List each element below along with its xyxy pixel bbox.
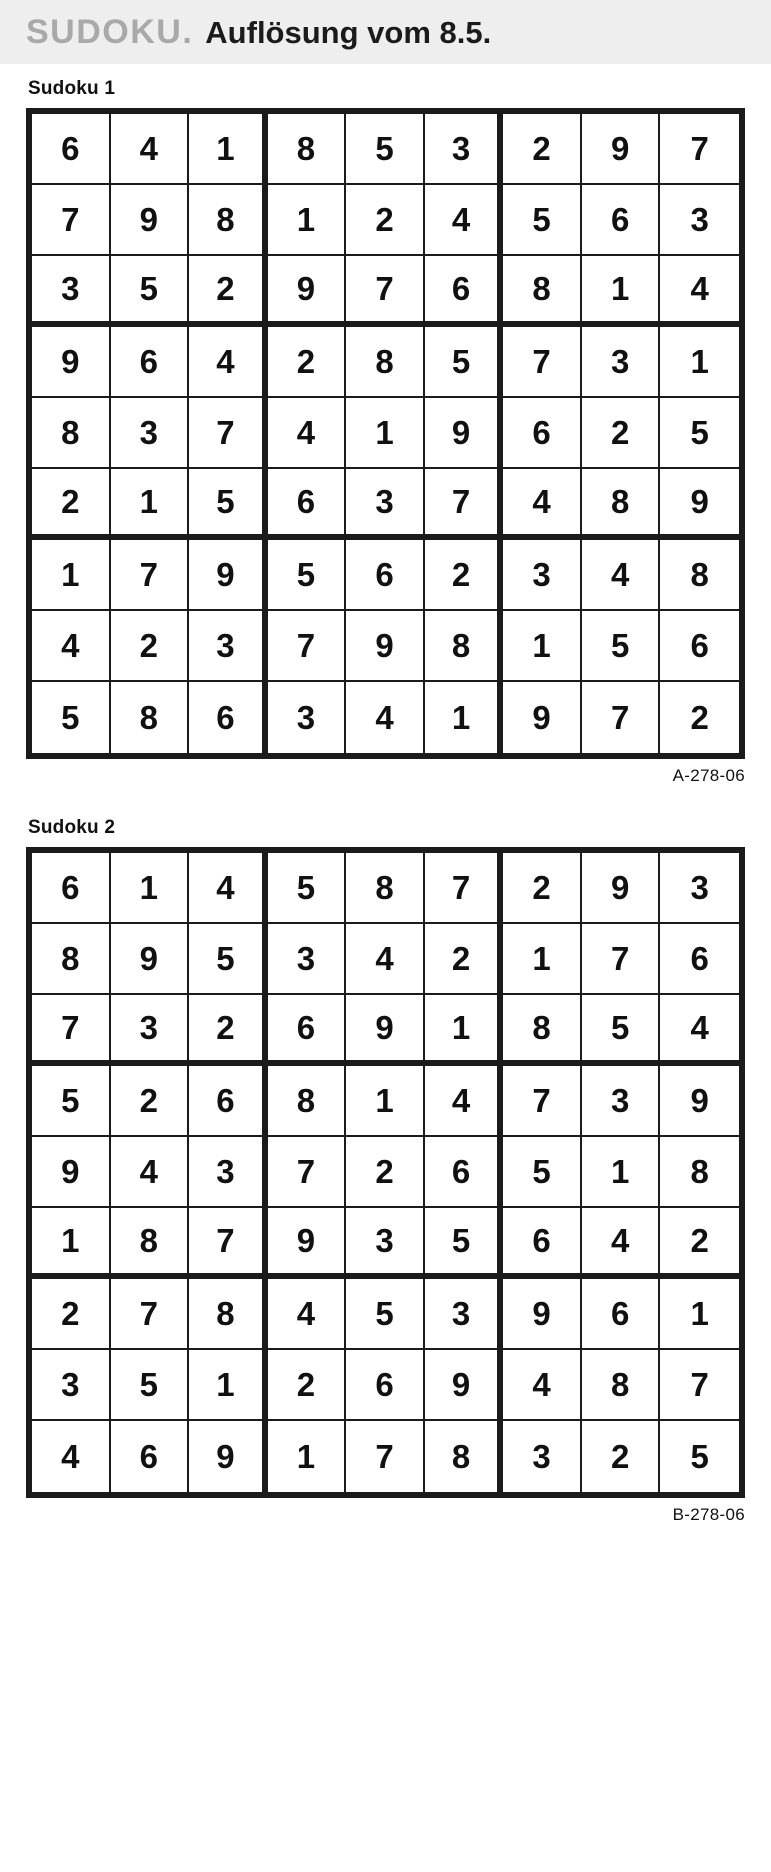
sudoku-cell: 1 [425, 995, 504, 1066]
sudoku-cell: 1 [346, 398, 425, 469]
sudoku-cell: 9 [268, 1208, 347, 1279]
sudoku-cell: 5 [346, 1279, 425, 1350]
sudoku-cell: 7 [111, 540, 190, 611]
sudoku-cell: 9 [425, 398, 504, 469]
sudoku-cell: 5 [503, 1137, 582, 1208]
sudoku-cell: 7 [582, 682, 661, 753]
sudoku-cell: 3 [582, 1066, 661, 1137]
sudoku-cell: 5 [660, 1421, 739, 1492]
sudoku-cell: 8 [111, 682, 190, 753]
sudoku-cell: 6 [189, 682, 268, 753]
sudoku-cell: 9 [503, 682, 582, 753]
sudoku-cell: 2 [503, 114, 582, 185]
sudoku-cell: 5 [32, 682, 111, 753]
puzzle-label-2: Sudoku 2 [28, 817, 116, 838]
sudoku-cell: 3 [425, 1279, 504, 1350]
sudoku-cell: 3 [660, 185, 739, 256]
sudoku-cell: 2 [111, 1066, 190, 1137]
sudoku-cell: 2 [582, 398, 661, 469]
sudoku-cell: 2 [111, 611, 190, 682]
sudoku-cell: 5 [425, 327, 504, 398]
sudoku-cell: 5 [268, 853, 347, 924]
sudoku-cell: 2 [660, 682, 739, 753]
sudoku-cell: 8 [346, 327, 425, 398]
sudoku-cell: 9 [582, 853, 661, 924]
sudoku-cell: 3 [111, 995, 190, 1066]
sudoku-cell: 2 [660, 1208, 739, 1279]
sudoku-cell: 2 [268, 327, 347, 398]
sudoku-cell: 1 [268, 185, 347, 256]
sudoku-cell: 1 [111, 469, 190, 540]
sudoku-cell: 5 [582, 611, 661, 682]
sudoku-cell: 7 [660, 1350, 739, 1421]
sudoku-cell: 3 [425, 114, 504, 185]
sudoku-cell: 3 [503, 540, 582, 611]
sudoku-cell: 3 [32, 1350, 111, 1421]
sudoku-cell: 6 [111, 327, 190, 398]
sudoku-cell: 2 [189, 256, 268, 327]
sudoku-cell: 4 [189, 327, 268, 398]
sudoku-cell: 7 [189, 1208, 268, 1279]
sudoku-cell: 8 [32, 398, 111, 469]
puzzle-block-2 [0, 817, 771, 1525]
section-divider [0, 802, 771, 803]
sudoku-cell: 7 [425, 469, 504, 540]
sudoku-cell: 6 [503, 398, 582, 469]
sudoku-cell: 7 [503, 1066, 582, 1137]
sudoku-cell: 5 [268, 540, 347, 611]
sudoku-cell: 9 [346, 611, 425, 682]
sudoku-cell: 7 [111, 1279, 190, 1350]
sudoku-cell: 3 [111, 398, 190, 469]
sudoku-cell: 2 [346, 185, 425, 256]
sudoku-cell: 6 [268, 995, 347, 1066]
sudoku-cell: 7 [189, 398, 268, 469]
sudoku-cell: 2 [582, 1421, 661, 1492]
sudoku-cell: 7 [268, 611, 347, 682]
sudoku-cell: 7 [32, 995, 111, 1066]
sudoku-cell: 1 [582, 1137, 661, 1208]
sudoku-grid-1 [26, 108, 745, 759]
sudoku-cell: 3 [268, 682, 347, 753]
sudoku-cell: 4 [111, 114, 190, 185]
sudoku-cell: 8 [425, 1421, 504, 1492]
puzzle-code-1: A-278-06 [672, 766, 745, 785]
sudoku-cell: 6 [660, 611, 739, 682]
sudoku-cell: 4 [346, 924, 425, 995]
sudoku-cell: 6 [189, 1066, 268, 1137]
sudoku-cell: 4 [660, 256, 739, 327]
sudoku-cell: 9 [111, 185, 190, 256]
sudoku-cell: 8 [111, 1208, 190, 1279]
sudoku-cell: 6 [503, 1208, 582, 1279]
sudoku-cell: 7 [32, 185, 111, 256]
sudoku-cell: 4 [189, 853, 268, 924]
sudoku-cell: 4 [660, 995, 739, 1066]
sudoku-cell: 4 [32, 1421, 111, 1492]
sudoku-cell: 7 [268, 1137, 347, 1208]
sudoku-cell: 8 [503, 256, 582, 327]
sudoku-cell: 9 [425, 1350, 504, 1421]
sudoku-cell: 6 [582, 185, 661, 256]
sudoku-cell: 2 [32, 469, 111, 540]
sudoku-cell: 2 [425, 540, 504, 611]
sudoku-cell: 4 [268, 398, 347, 469]
sudoku-cell: 6 [425, 1137, 504, 1208]
puzzle-code-2: B-278-06 [672, 1505, 745, 1524]
sudoku-cell: 2 [503, 853, 582, 924]
sudoku-cell: 6 [346, 540, 425, 611]
sudoku-cell: 9 [111, 924, 190, 995]
sudoku-cell: 8 [425, 611, 504, 682]
sudoku-cell: 1 [268, 1421, 347, 1492]
sudoku-cell: 6 [582, 1279, 661, 1350]
sudoku-cell: 4 [503, 1350, 582, 1421]
sudoku-cell: 3 [189, 611, 268, 682]
sudoku-cell: 7 [660, 114, 739, 185]
sudoku-cell: 8 [660, 1137, 739, 1208]
sudoku-cell: 5 [346, 114, 425, 185]
sudoku-cell: 8 [503, 995, 582, 1066]
sudoku-cell: 5 [503, 185, 582, 256]
sudoku-cell: 1 [32, 540, 111, 611]
sudoku-cell: 8 [189, 1279, 268, 1350]
sudoku-cell: 1 [189, 114, 268, 185]
sudoku-cell: 1 [660, 327, 739, 398]
sudoku-cell: 1 [582, 256, 661, 327]
sudoku-cell: 8 [268, 1066, 347, 1137]
sudoku-cell: 1 [189, 1350, 268, 1421]
sudoku-cell: 5 [425, 1208, 504, 1279]
sudoku-cell: 4 [582, 1208, 661, 1279]
sudoku-cell: 9 [660, 1066, 739, 1137]
sudoku-cell: 6 [346, 1350, 425, 1421]
sudoku-cell: 1 [425, 682, 504, 753]
sudoku-cell: 9 [346, 995, 425, 1066]
sudoku-cell: 1 [32, 1208, 111, 1279]
sudoku-cell: 7 [503, 327, 582, 398]
sudoku-cell: 3 [189, 1137, 268, 1208]
sudoku-cell: 3 [660, 853, 739, 924]
sudoku-cell: 3 [503, 1421, 582, 1492]
sudoku-cell: 1 [660, 1279, 739, 1350]
sudoku-cell: 8 [268, 114, 347, 185]
sudoku-cell: 6 [32, 114, 111, 185]
sudoku-cell: 1 [503, 611, 582, 682]
sudoku-cell: 8 [346, 853, 425, 924]
sudoku-cell: 4 [582, 540, 661, 611]
sudoku-cell: 9 [582, 114, 661, 185]
sudoku-cell: 8 [189, 185, 268, 256]
sudoku-cell: 4 [32, 611, 111, 682]
sudoku-cell: 1 [111, 853, 190, 924]
sudoku-cell: 3 [582, 327, 661, 398]
sudoku-cell: 5 [660, 398, 739, 469]
sudoku-grid-2 [26, 847, 745, 1498]
sudoku-cell: 3 [32, 256, 111, 327]
sudoku-cell: 4 [268, 1279, 347, 1350]
sudoku-cell: 1 [346, 1066, 425, 1137]
sudoku-cell: 5 [189, 924, 268, 995]
sudoku-cell: 2 [189, 995, 268, 1066]
sudoku-cell: 7 [582, 924, 661, 995]
sudoku-cell: 5 [189, 469, 268, 540]
sudoku-cell: 8 [32, 924, 111, 995]
sudoku-cell: 4 [425, 1066, 504, 1137]
puzzle-label-1: Sudoku 1 [28, 78, 116, 99]
sudoku-cell: 5 [111, 1350, 190, 1421]
sudoku-cell: 9 [660, 469, 739, 540]
sudoku-cell: 9 [189, 540, 268, 611]
sudoku-cell: 2 [346, 1137, 425, 1208]
sudoku-cell: 8 [582, 1350, 661, 1421]
sudoku-cell: 5 [582, 995, 661, 1066]
sudoku-cell: 8 [582, 469, 661, 540]
sudoku-cell: 4 [111, 1137, 190, 1208]
sudoku-cell: 2 [32, 1279, 111, 1350]
puzzle-block-1 [0, 78, 771, 786]
sudoku-cell: 3 [346, 1208, 425, 1279]
sudoku-cell: 9 [189, 1421, 268, 1492]
sudoku-cell: 3 [346, 469, 425, 540]
sudoku-cell: 7 [346, 256, 425, 327]
sudoku-cell: 2 [268, 1350, 347, 1421]
sudoku-cell: 6 [32, 853, 111, 924]
sudoku-cell: 9 [32, 1137, 111, 1208]
sudoku-cell: 4 [425, 185, 504, 256]
sudoku-cell: 3 [268, 924, 347, 995]
sudoku-cell: 4 [346, 682, 425, 753]
sudoku-cell: 6 [268, 469, 347, 540]
page-subtitle: Auflösung vom 8.5. [205, 14, 492, 50]
sudoku-cell: 6 [660, 924, 739, 995]
sudoku-cell: 5 [32, 1066, 111, 1137]
sudoku-cell: 9 [32, 327, 111, 398]
sudoku-cell: 7 [425, 853, 504, 924]
sudoku-cell: 9 [503, 1279, 582, 1350]
sudoku-cell: 8 [660, 540, 739, 611]
sudoku-cell: 9 [268, 256, 347, 327]
page-title: SUDOKU. [26, 13, 194, 51]
page-header [0, 0, 771, 64]
sudoku-cell: 1 [503, 924, 582, 995]
sudoku-cell: 5 [111, 256, 190, 327]
sudoku-cell: 2 [425, 924, 504, 995]
sudoku-cell: 4 [503, 469, 582, 540]
sudoku-cell: 6 [111, 1421, 190, 1492]
sudoku-cell: 7 [346, 1421, 425, 1492]
sudoku-cell: 6 [425, 256, 504, 327]
